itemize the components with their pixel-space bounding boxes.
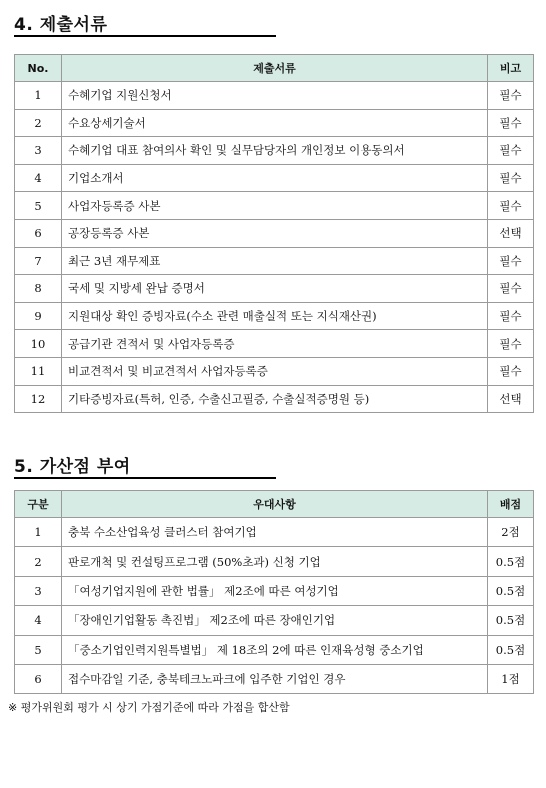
table-row [15,576,534,605]
table-row [15,247,534,275]
row-no: 10 [15,330,62,358]
row-score: 0.5점 [488,635,534,664]
row-no: 7 [15,247,62,275]
row-no: 8 [15,275,62,303]
row-item: 비교견적서 및 비교견적서 사업자등록증 [62,357,488,385]
row-no: 6 [15,664,62,693]
row-item: 「여성기업지원에 관한 법률」 제2조에 따른 여성기업 [62,576,488,605]
row-score: 0.5점 [488,606,534,635]
row-no: 6 [15,219,62,247]
documents-table [14,54,534,413]
row-item: 기타증빙자료(특허, 인증, 수출신고필증, 수출실적증명원 등) [62,385,488,413]
table-row [15,518,534,547]
row-no: 4 [15,606,62,635]
section-4-title-rule [14,35,276,37]
section-5-title-rule [14,477,276,479]
table-row [15,606,534,635]
row-no: 2 [15,547,62,576]
row-score: 2점 [488,518,534,547]
row-no: 3 [15,137,62,165]
row-score: 0.5점 [488,547,534,576]
table-row [15,192,534,220]
row-no: 12 [15,385,62,413]
row-item: 접수마감일 기준, 충북테크노파크에 입주한 기업인 경우 [62,664,488,693]
row-no: 3 [15,576,62,605]
table-row [15,664,534,693]
row-score: 1점 [488,664,534,693]
row-item: 기업소개서 [62,164,488,192]
row-item: 수요상세기술서 [62,109,488,137]
row-item: 국세 및 지방세 완납 증명서 [62,275,488,303]
row-item: 지원대상 확인 증빙자료(수소 관련 매출실적 또는 지식재산권) [62,302,488,330]
table-row [15,82,534,110]
table-row [15,164,534,192]
row-no: 5 [15,635,62,664]
row-score: 0.5점 [488,576,534,605]
row-remark: 필수 [488,357,534,385]
table-row [15,137,534,165]
bonus-table-header [15,491,534,518]
row-no: 2 [15,109,62,137]
row-remark: 필수 [488,82,534,110]
row-no: 5 [15,192,62,220]
header-category: 구분 [15,491,62,518]
row-remark: 필수 [488,137,534,165]
table-row [15,330,534,358]
row-remark: 필수 [488,275,534,303]
table-row [15,275,534,303]
header-preference: 우대사항 [62,491,488,518]
header-remark: 비고 [488,55,534,82]
row-item: 충북 수소산업육성 클러스터 참여기업 [62,518,488,547]
row-item: 수혜기업 대표 참여의사 확인 및 실무담당자의 개인정보 이용동의서 [62,137,488,165]
header-documents: 제출서류 [62,55,488,82]
table-row [15,357,534,385]
header-score: 배점 [488,491,534,518]
row-item: 「중소기업인력지원특별법」 제 18조의 2에 따른 인재육성형 중소기업 [62,635,488,664]
table-row [15,385,534,413]
row-item: 사업자등록증 사본 [62,192,488,220]
row-remark: 필수 [488,109,534,137]
footnote: ※ 평가위원회 평가 시 상기 가점기준에 따라 가점을 합산함 [8,701,290,714]
table-row [15,635,534,664]
section-5-title: 5. 가산점 부여 [14,457,131,477]
row-item: 공급기관 견적서 및 사업자등록증 [62,330,488,358]
row-item: 최근 3년 재무제표 [62,247,488,275]
row-no: 9 [15,302,62,330]
row-no: 4 [15,164,62,192]
row-no: 1 [15,82,62,110]
row-remark: 필수 [488,247,534,275]
row-remark: 필수 [488,302,534,330]
row-item: 공장등록증 사본 [62,219,488,247]
table-row [15,547,534,576]
bonus-points-table [14,490,534,694]
row-no: 11 [15,357,62,385]
row-remark: 선택 [488,385,534,413]
row-remark: 필수 [488,330,534,358]
section-4-title: 4. 제출서류 [14,15,108,35]
table-row [15,302,534,330]
row-item: 수혜기업 지원신청서 [62,82,488,110]
row-remark: 선택 [488,219,534,247]
row-item: 판로개척 및 컨설팅프로그램 (50%초과) 신청 기업 [62,547,488,576]
row-remark: 필수 [488,192,534,220]
table-row [15,219,534,247]
header-no: No. [15,55,62,82]
row-no: 1 [15,518,62,547]
row-item: 「장애인기업활동 촉진법」 제2조에 따른 장애인기업 [62,606,488,635]
documents-table-header [15,55,534,82]
table-row [15,109,534,137]
row-remark: 필수 [488,164,534,192]
